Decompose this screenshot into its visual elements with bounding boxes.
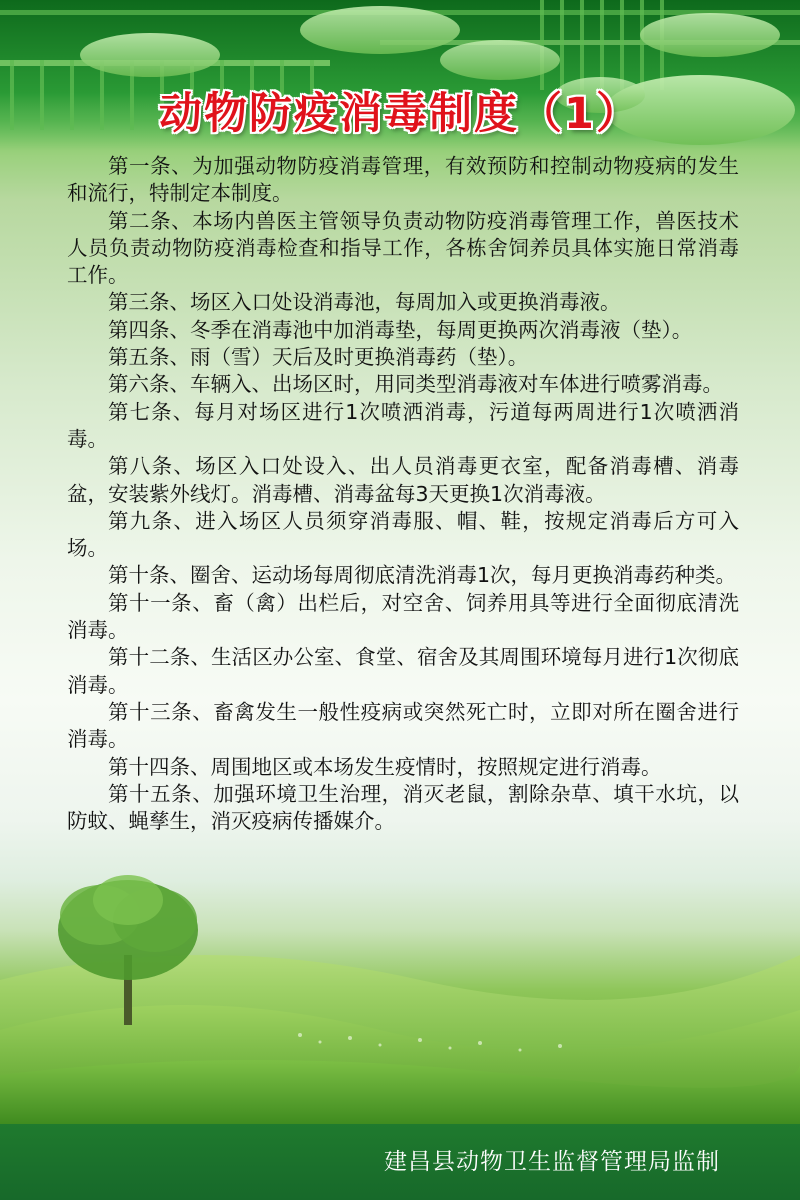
article-12: 第十二条、生活区办公室、食堂、宿舍及其周围环境每月进行1次彻底消毒。: [67, 645, 739, 697]
article-5: 第五条、雨（雪）天后及时更换消毒药（垫）。: [108, 345, 529, 370]
issuer-text: 建昌县动物卫生监督管理局监制: [384, 1149, 720, 1175]
article-1: 第一条、为加强动物防疫消毒管理，有效预防和控制动物疫病的发生和流行，特制定本制度。: [67, 154, 739, 206]
tree-image: [40, 860, 220, 1040]
footer-bar: [0, 1124, 800, 1200]
article-11: 第十一条、畜（禽）出栏后，对空舍、饲养用具等进行全面彻底清洗消毒。: [67, 590, 739, 643]
article-3: 第三条、场区入口处设消毒池，每周加入或更换消毒液。: [108, 290, 621, 315]
article-6: 第六条、车辆入、出场区时，用同类型消毒液对车体进行喷雾消毒。: [108, 372, 723, 397]
article-13: 第十三条、畜禽发生一般性疫病或突然死亡时，立即对所在圈舍进行消毒。: [67, 699, 739, 752]
article-2: 第二条、本场内兽医主管领导负责动物防疫消毒管理工作，兽医技术人员负责动物防疫消毒检查和指导工作，各栋舍饲养员具体实施日常消毒工作。: [67, 208, 739, 288]
article-15: 第十五条、加强环境卫生治理，消灭老鼠，割除杂草、填干水坑，以防蚊、蝇孳生，消灭疫病传播媒介。: [67, 781, 739, 834]
article-14: 第十四条、周围地区或本场发生疫情时，按照规定进行消毒。: [108, 754, 662, 779]
poster-title: 动物防疫消毒制度（1）: [159, 89, 641, 139]
article-8: 第八条、场区入口处设入、出人员消毒更衣室，配备消毒槽、消毒盆，安装紫外线灯。消毒槽、消毒盆每3天更换1次消毒液。: [67, 454, 739, 506]
article-10: 第十条、圈舍、运动场每周彻底清洗消毒1次，每月更换消毒药种类。: [108, 563, 737, 588]
title-block: [0, 80, 800, 141]
article-4: 第四条、冬季在消毒池中加消毒垫，每周更换两次消毒液（垫）。: [108, 317, 693, 342]
article-7: 第七条、每月对场区进行1次喷洒消毒，污道每两周进行1次喷洒消毒。: [67, 399, 739, 451]
article-list: [67, 153, 739, 835]
article-9: 第九条、进入场区人员须穿消毒服、帽、鞋，按规定消毒后方可入场。: [67, 508, 739, 561]
